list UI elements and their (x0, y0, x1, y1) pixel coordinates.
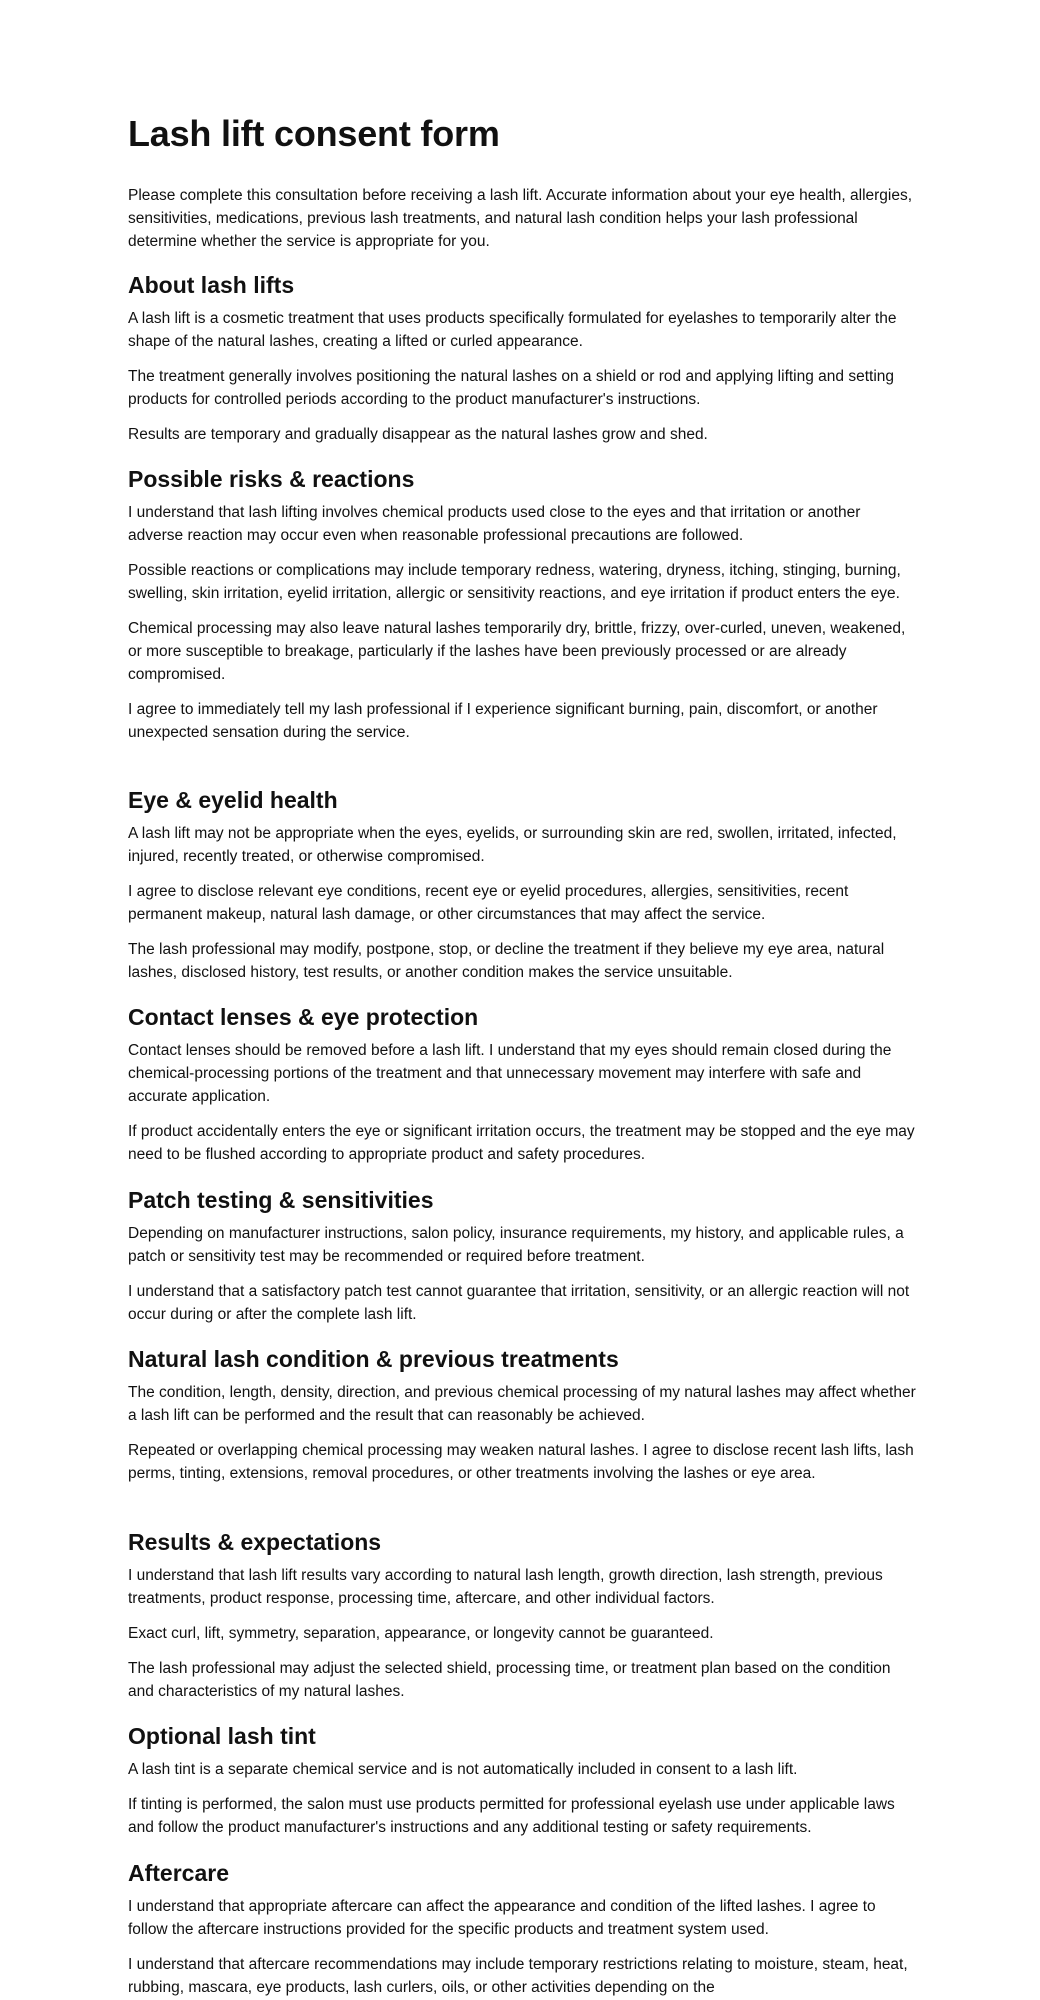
section-paragraph: The lash professional may modify, postpone, stop, or decline the treatment if they believe my eye area, natural lashes, disclosed history, test results, or another condition makes the service unsuitable. (128, 941, 885, 981)
section-paragraph: I understand that aftercare recommendations may include temporary restrictions relating to moisture, steam, heat, rubbing, mascara, eye products, lash curlers, oils, or other activities depending on the (128, 1956, 908, 1996)
intro-paragraph: Please complete this consultation before receiving a lash lift. Accurate information about your eye health, allergies, sensitivities, medications, previous lash treatments, and natural lash condition helps your lash professional determine whether the service is appropriate for you. (128, 187, 913, 250)
section-paragraph: I agree to disclose relevant eye conditions, recent eye or eyelid procedures, allergies, sensitivities, recent permanent makeup, natural lash damage, or other circumstances that may affect the service. (128, 883, 849, 923)
section-paragraph: If tinting is performed, the salon must use products permitted for professional eyelash use under applicable laws and follow the product manufacturer's instructions and any additional testing or safety requirements. (128, 1796, 895, 1836)
section-heading: Natural lash condition & previous treatments (128, 1346, 619, 1372)
section-heading: Results & expectations (128, 1529, 382, 1555)
section-results-expectations (128, 1527, 918, 1715)
section-heading: Eye & eyelid health (128, 787, 338, 813)
section-paragraph: I understand that lash lifting involves chemical products used close to the eyes and that irritation or another adverse reaction may occur even when reasonable professional precautions are followed. (128, 504, 861, 544)
section-paragraph: I understand that a satisfactory patch test cannot guarantee that irritation, sensitivity, or an allergic reaction will not occur during or after the complete lash lift. (128, 1283, 910, 1323)
section-paragraph: Exact curl, lift, symmetry, separation, appearance, or longevity cannot be guaranteed. (128, 1625, 714, 1642)
section-paragraph: A lash tint is a separate chemical service and is not automatically included in consent to a lash lift. (128, 1761, 798, 1778)
section-paragraph: Possible reactions or complications may include temporary redness, watering, dryness, itching, stinging, burning, swelling, skin irritation, eyelid irritation, allergic or sensitivity reactions, and eye irritation if product enters the eye. (128, 562, 901, 602)
section-paragraph: A lash lift is a cosmetic treatment that uses products specifically formulated for eyelashes to temporarily alter the shape of the natural lashes, creating a lifted or curled appearance. (128, 310, 897, 350)
section-paragraph: Results are temporary and gradually disappear as the natural lashes grow and shed. (128, 426, 708, 443)
section-paragraph: If product accidentally enters the eye or significant irritation occurs, the treatment may be stopped and the eye may need to be flushed according to appropriate product and safety procedures. (128, 1123, 915, 1163)
section-heading: About lash lifts (128, 272, 295, 298)
section-paragraph: Contact lenses should be removed before a lash lift. I understand that my eyes should remain closed during the chemical-processing portions of the treatment and that unnecessary movement may interfere with safe and accurate application. (128, 1042, 892, 1105)
section-paragraph: The lash professional may adjust the selected shield, processing time, or treatment plan based on the condition and characteristics of my natural lashes. (128, 1660, 891, 1700)
section-paragraph: I understand that lash lift results vary according to natural lash length, growth direction, lash strength, previous treatments, product response, processing time, aftercare, and other individual factors. (128, 1567, 883, 1607)
section-aftercare (128, 1858, 918, 2000)
section-possible-risks (128, 464, 918, 756)
section-contact-lenses (128, 1002, 918, 1178)
section-heading: Possible risks & reactions (128, 466, 415, 492)
section-paragraph: Repeated or overlapping chemical processing may weaken natural lashes. I agree to disclose recent lash lifts, lash perms, tinting, extensions, removal procedures, or other treatments involving the lashes or eye area. (128, 1442, 914, 1482)
section-optional-lash-tint (128, 1721, 918, 1851)
section-natural-lash-condition (128, 1344, 918, 1497)
section-about-lash-lifts (128, 270, 918, 458)
section-heading: Optional lash tint (128, 1723, 316, 1749)
section-heading: Contact lenses & eye protection (128, 1004, 479, 1030)
section-paragraph: I understand that appropriate aftercare can affect the appearance and condition of the lifted lashes. I agree to follow the aftercare instructions provided for the specific products and treatment system used. (128, 1898, 876, 1938)
page-title: Lash lift consent form (128, 113, 500, 154)
section-paragraph: I agree to immediately tell my lash professional if I experience significant burning, pain, discomfort, or another unexpected sensation during the service. (128, 701, 878, 741)
section-paragraph: Chemical processing may also leave natural lashes temporarily dry, brittle, frizzy, over-curled, uneven, weakened, or more susceptible to breakage, particularly if the lashes have been previously processed or are already compromised. (128, 620, 906, 683)
section-heading: Aftercare (128, 1860, 229, 1886)
section-eye-eyelid-health (128, 785, 918, 996)
section-patch-testing (128, 1185, 918, 1338)
section-paragraph: A lash lift may not be appropriate when the eyes, eyelids, or surrounding skin are red, swollen, irritated, infected, injured, recently treated, or otherwise compromised. (128, 825, 897, 865)
section-paragraph: Depending on manufacturer instructions, salon policy, insurance requirements, my history, and applicable rules, a patch or sensitivity test may be recommended or required before treatment. (128, 1225, 904, 1265)
section-paragraph: The condition, length, density, direction, and previous chemical processing of my natural lashes may affect whether a lash lift can be performed and the result that can reasonably be achieved. (128, 1384, 916, 1424)
section-paragraph: The treatment generally involves positioning the natural lashes on a shield or rod and applying lifting and setting products for controlled periods according to the product manufacturer's instructions. (128, 368, 895, 408)
section-heading: Patch testing & sensitivities (128, 1187, 434, 1213)
